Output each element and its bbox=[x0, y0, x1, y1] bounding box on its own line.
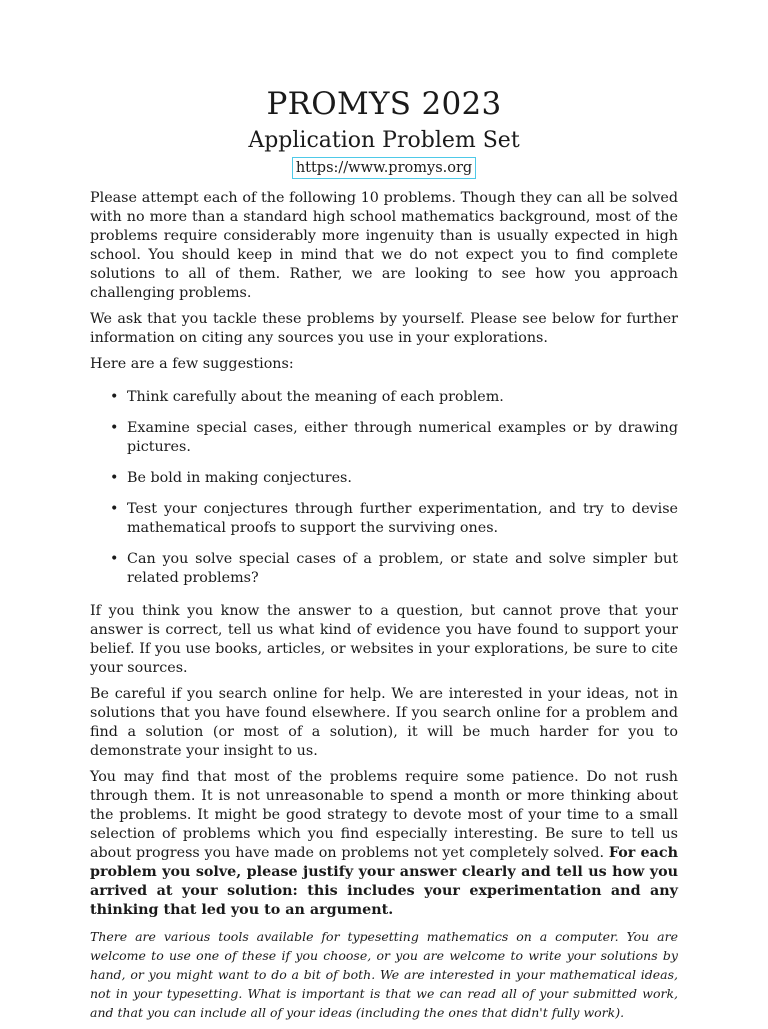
list-item-text: Test your conjectures through further experimentation, and try to devise mathematical proofs to support the surviving ones. bbox=[127, 501, 678, 536]
suggestions-intro: Here are a few suggestions: bbox=[90, 356, 294, 372]
page-subtitle: Application Problem Set bbox=[248, 128, 520, 153]
list-item-text: Be bold in making conjectures. bbox=[127, 470, 352, 486]
by-yourself-paragraph: We ask that you tackle these problems by yourself. Please see below for further information on citing any sources you use in your explorations. bbox=[90, 311, 678, 346]
list-item-text: Examine special cases, either through numerical examples or by drawing pictures. bbox=[127, 420, 678, 455]
page-title: PROMYS 2023 bbox=[266, 86, 502, 122]
bullet-icon: • bbox=[110, 470, 119, 486]
document-body bbox=[90, 189, 678, 1029]
promys-website-link[interactable]: https://www.promys.org bbox=[292, 157, 476, 179]
intro-paragraph: Please attempt each of the following 10 problems. Though they can all be solved with no more than a standard high school mathematics background, most of the problems require considerably more ingenuity than is usually expected in high school. You should keep in mind that we do not expect you to find complete solutions to all of them. Rather, we are looking to see how you approach challenging problems. bbox=[90, 190, 678, 301]
list-item bbox=[90, 469, 678, 488]
bullet-icon: • bbox=[110, 551, 119, 567]
list-item bbox=[90, 550, 678, 588]
list-item-text: Can you solve special cases of a problem, or state and solve simpler but related problems? bbox=[127, 551, 678, 586]
bullet-icon: • bbox=[110, 389, 119, 405]
bullet-icon: • bbox=[110, 420, 119, 436]
justify-instruction: For each problem you solve, please justify your answer clearly and tell us how you arrived at your solution: this includes your experimentation and any thinking that led you to an argument. bbox=[90, 845, 679, 918]
list-item bbox=[90, 419, 678, 457]
list-item bbox=[90, 388, 678, 407]
evidence-paragraph: If you think you know the answer to a question, but cannot prove that your answer is correct, tell us what kind of evidence you have found to support your belief. If you use books, articles, or websites in your explorations, be sure to cite your sources. bbox=[90, 603, 678, 676]
url-container bbox=[0, 157, 768, 179]
list-item bbox=[90, 500, 678, 538]
list-item-text: Think carefully about the meaning of each problem. bbox=[127, 389, 504, 405]
online-paragraph: Be careful if you search online for help. We are interested in your ideas, not in solutions that you have found elsewhere. If you search online for a problem and find a solution (or most of a solution), it will be much harder for you to demonstrate your insight to us. bbox=[90, 686, 678, 759]
bullet-icon: • bbox=[110, 501, 119, 517]
typesetting-note: There are various tools available for typesetting mathematics on a computer. You are welcome to use one of these if you choose, or you are welcome to write your solutions by hand, or you might want to do a bit of both. We are interested in your mathematical ideas, not in your typesetting. What is important is that we can read all of your submitted work, and that you can include all of your ideas (including the ones that didn't fully work). bbox=[90, 929, 678, 1020]
patience-paragraph bbox=[90, 768, 678, 920]
patience-text: You may find that most of the problems require some patience. Do not rush through them. It is not unreasonable to spend a month or more thinking about the problems. It might be good strategy to devote most of your time to a small selection of problems which you find especially interesting. Be sure to tell us about progress you have made on problems not yet completely solved. bbox=[90, 769, 678, 861]
suggestions-list bbox=[90, 388, 678, 588]
